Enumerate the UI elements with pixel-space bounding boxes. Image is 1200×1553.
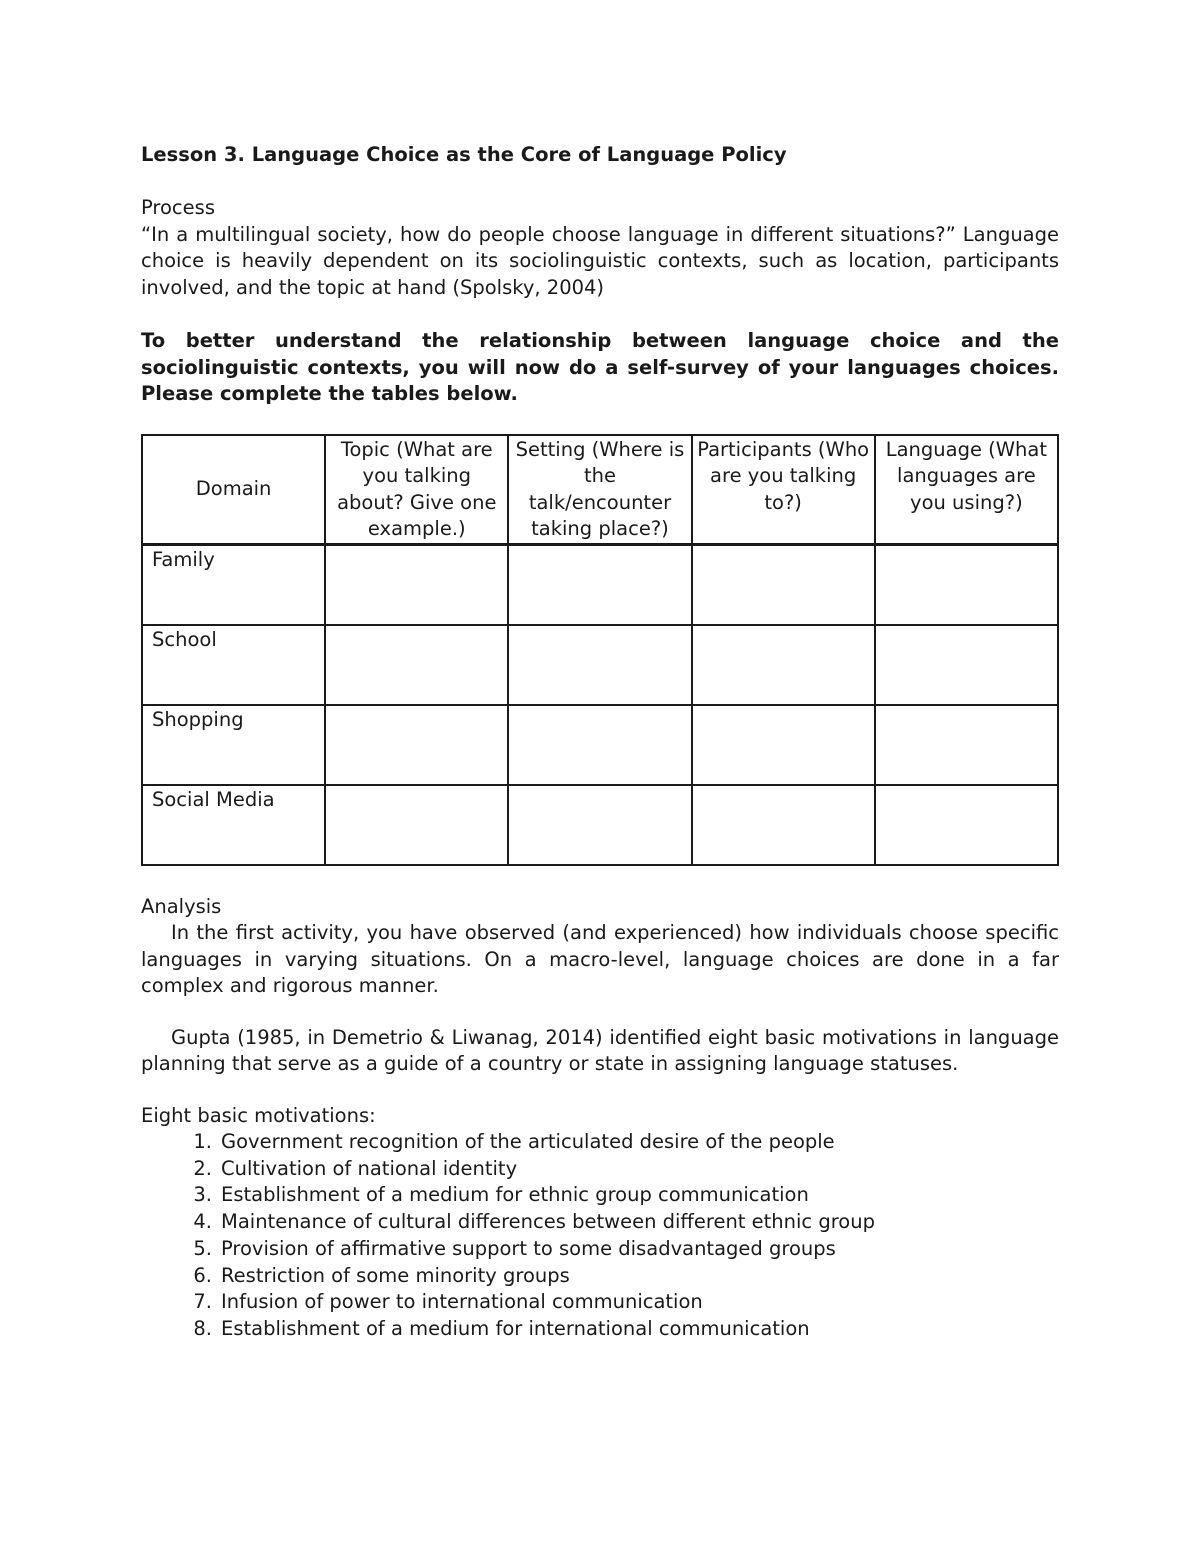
- list-item: [141, 1316, 1059, 1343]
- row-label-shopping: Shopping: [142, 705, 325, 785]
- cell-family-setting[interactable]: [508, 544, 691, 625]
- list-number: 2.: [193, 1156, 212, 1180]
- list-text: Cultivation of national identity: [221, 1156, 518, 1180]
- list-item: [141, 1289, 1059, 1316]
- list-item: [141, 1156, 1059, 1183]
- self-survey-table: [141, 434, 1059, 866]
- list-number: 6.: [193, 1263, 212, 1287]
- list-number: 1.: [193, 1130, 212, 1153]
- table-header-row: [142, 435, 1058, 545]
- motivations-heading: Eight basic motivations:: [141, 1103, 376, 1127]
- cell-social-media-topic[interactable]: [325, 785, 508, 865]
- cell-school-setting[interactable]: [508, 625, 691, 705]
- cell-family-language[interactable]: [875, 544, 1058, 625]
- table-row: [142, 625, 1058, 705]
- process-heading: Process: [141, 196, 215, 219]
- cell-family-participants[interactable]: [692, 544, 875, 625]
- list-text: Provision of affirmative support to some disadvantaged groups: [221, 1236, 836, 1260]
- list-item: [141, 1209, 1059, 1236]
- row-label-social-media: Social Media: [142, 785, 325, 865]
- analysis-heading: Analysis: [141, 894, 222, 918]
- list-text: Establishment of a medium for international communication: [221, 1316, 810, 1340]
- header-topic: Topic (What are you talking about? Give one example.): [325, 435, 508, 545]
- list-number: 8.: [193, 1316, 212, 1340]
- list-number: 5.: [193, 1236, 212, 1260]
- analysis-section: [141, 894, 1059, 1343]
- cell-school-language[interactable]: [875, 625, 1058, 705]
- header-participants: Participants (Who are you talking to?): [692, 435, 875, 545]
- survey-instruction: To better understand the relationship between language choice and the sociolinguistic contexts, you will now do a self-survey of your languages choices. Please complete the tables below.: [141, 329, 1059, 405]
- list-number: 4.: [193, 1210, 212, 1234]
- table-row: [142, 785, 1058, 865]
- cell-shopping-language[interactable]: [875, 705, 1058, 785]
- list-text: Maintenance of cultural differences between different ethnic group: [221, 1210, 875, 1234]
- cell-school-participants[interactable]: [692, 625, 875, 705]
- list-text: Establishment of a medium for ethnic group communication: [221, 1183, 809, 1207]
- row-label-family: Family: [142, 544, 325, 625]
- list-item: [141, 1263, 1059, 1290]
- list-text: Government recognition of the articulated desire of the people: [221, 1130, 835, 1153]
- cell-social-media-participants[interactable]: [692, 785, 875, 865]
- list-number: 3.: [193, 1183, 212, 1207]
- process-paragraph: “In a multilingual society, how do people choose language in different situations?” Language choice is heavily dependent on its sociolinguistic contexts, such as location, participants involved, and the topic at hand (Spolsky, 2004): [141, 222, 1059, 299]
- document-page: [141, 140, 1059, 1343]
- table-row: [142, 544, 1058, 625]
- cell-shopping-setting[interactable]: [508, 705, 691, 785]
- analysis-paragraph-2: Gupta (1985, in Demetrio & Liwanag, 2014) identified eight basic motivations in language planning that serve as a guide of a country or state in assigning language statuses.: [141, 1025, 1059, 1075]
- list-item: [141, 1182, 1059, 1209]
- lesson-title: Lesson 3. Language Choice as the Core of Language Policy: [141, 143, 787, 166]
- cell-family-topic[interactable]: [325, 544, 508, 625]
- header-language: Language (What languages are you using?): [875, 435, 1058, 545]
- cell-school-topic[interactable]: [325, 625, 508, 705]
- analysis-paragraph-1: In the first activity, you have observed (and experienced) how individuals choose specific languages in varying situations. On a macro-level, language choices are done in a far complex and rigorous manner.: [141, 921, 1059, 997]
- list-item: [141, 1236, 1059, 1263]
- header-setting: Setting (Where is the talk/encounter taking place?): [508, 435, 691, 545]
- cell-shopping-topic[interactable]: [325, 705, 508, 785]
- header-domain: Domain: [142, 435, 325, 545]
- list-number: 7.: [193, 1290, 212, 1314]
- motivations-list: [141, 1129, 1059, 1343]
- cell-social-media-language[interactable]: [875, 785, 1058, 865]
- cell-social-media-setting[interactable]: [508, 785, 691, 865]
- cell-shopping-participants[interactable]: [692, 705, 875, 785]
- list-text: Infusion of power to international communication: [221, 1290, 703, 1314]
- list-text: Restriction of some minority groups: [221, 1263, 570, 1287]
- row-label-school: School: [142, 625, 325, 705]
- table-row: [142, 705, 1058, 785]
- list-item: [141, 1129, 1059, 1156]
